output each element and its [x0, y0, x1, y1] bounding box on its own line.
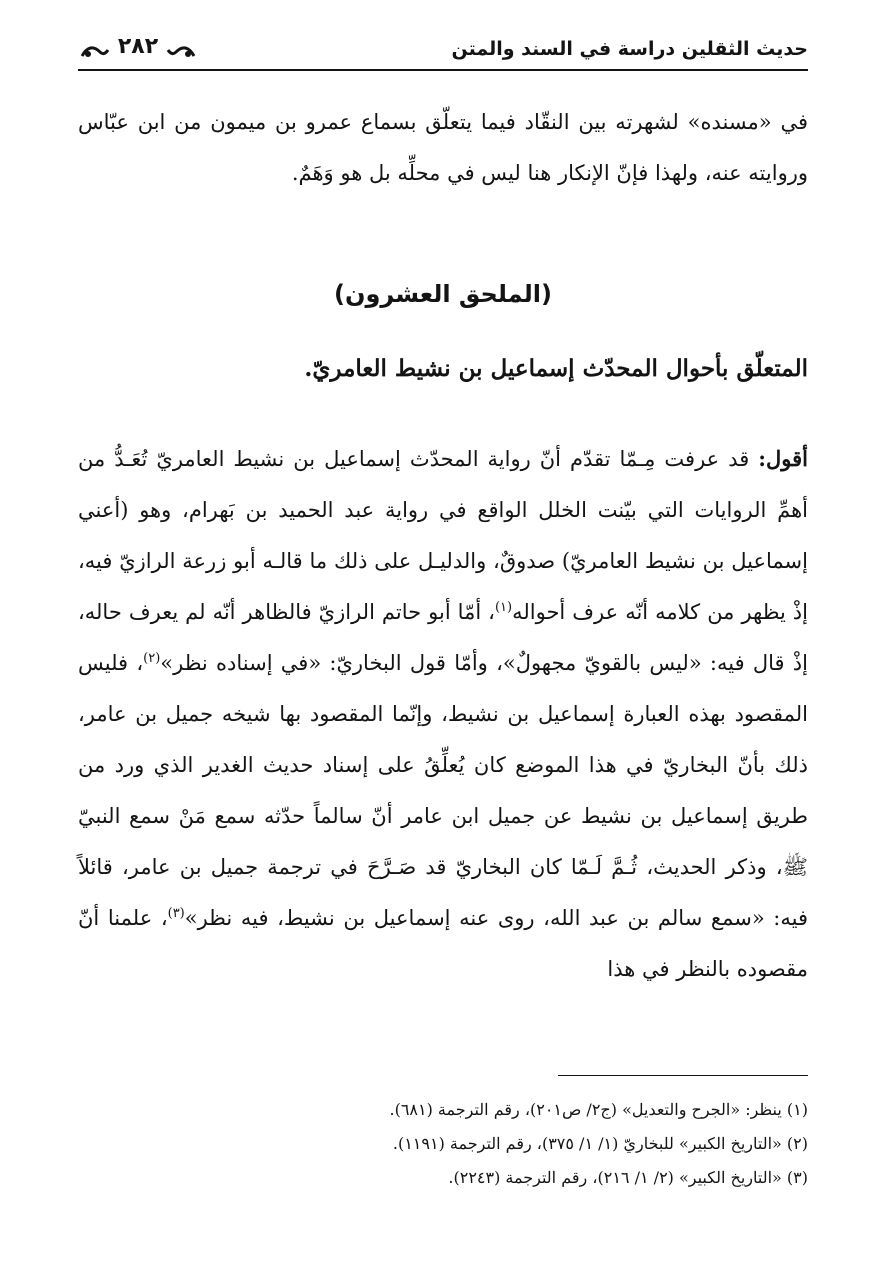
page-number: ٢٨٢: [117, 34, 159, 59]
footnote-ref-2[interactable]: (٢): [143, 651, 161, 666]
footnote-separator: [558, 1075, 808, 1076]
main-paragraph: [78, 433, 808, 995]
paragraph-segment: ، أمّا أبو حاتم الرازيّ فالظاهر أنّه لم يعرف حاله، إذْ قال فيه: «ليس بالقويّ مجهولٌ»، وأمّا قول البخاريّ: «في إسناده نظر»: [78, 600, 808, 675]
paragraph-segment: قد عرفت مِـمّا تقدّم أنّ رواية المحدّث إسماعيل بن نشيط العامريّ تُعَـدُّ من أهمِّ الروايات التي بيّنت الخلل الواقع في رواية عبد الحميد بن بَهرام، وهو (أعني إسماعيل بن نشيط العامريّ) صدوقٌ، والدليـل على ذلك ما قالـه أبو زرعة الرازيّ فيه، إذْ يظهر من كلامه أنّه عرف أحواله: [78, 447, 808, 624]
running-header: [78, 32, 808, 72]
running-title: حديث الثقلين دراسة في السند والمتن: [451, 38, 808, 60]
footnote-item: (٣) «التاريخ الكبير» (٢/ ١/ ٢١٦)، رقم الترجمة (٢٢٤٣).: [448, 1168, 808, 1187]
footnotes-list: [78, 1093, 808, 1195]
header-rule: [78, 69, 808, 71]
footnote-ref-1[interactable]: (١): [494, 600, 513, 615]
footnote-ref-3[interactable]: (٣): [167, 906, 185, 921]
section-heading: (الملحق العشرون): [334, 280, 552, 308]
footnote-item: (٢) «التاريخ الكبير» للبخاريّ (١/ ١/ ٣٧٥)، رقم الترجمة (١١٩١).: [392, 1134, 808, 1153]
footnote-item: (١) ينظر: «الجرح والتعديل» (ج٢/ ص٢٠١)، رقم الترجمة (٦٨١).: [389, 1100, 808, 1119]
paragraph-segment: ، علمنا أنّ مقصوده بالنظر في هذا: [78, 906, 808, 981]
intro-paragraph: في «مسنده» لشهرته بين النقّاد فيما يتعلّق بسماع عمرو بن ميمون من ابن عبّاس وروايته عنه، ولهذا فإنّ الإنكار هنا ليس في محلِّه بل هو وَهَمٌ.: [78, 110, 808, 185]
paragraph-segment: ، فليس المقصود بهذه العبارة إسماعيل بن نشيط، وإنّما المقصود بها شيخه جميل بن عامر، ذلك بأنّ البخاريّ في هذا الموضع كان يُعلِّقُ على إسناد حديث الغدير الذي ورد من طريق إسماعيل بن نشيط عن جميل ابن عامر أنّ سالماً حدّثه سمع مَنْ سمع النبيّ ﷺ، وذكر الحديث، ثُـمَّ لَـمّا كان البخاريّ قد صَـرَّحَ في ترجمة جميل بن عامر، قائلاً فيه: «سمع سالم بن عبد الله، روى عنه إسماعيل بن نشيط، فيه نظر»: [78, 651, 808, 930]
section-subheading: المتعلّق بأحوال المحدّث إسماعيل بن نشيط العامريّ.: [304, 355, 808, 382]
lead-word: أقول:: [758, 446, 808, 471]
